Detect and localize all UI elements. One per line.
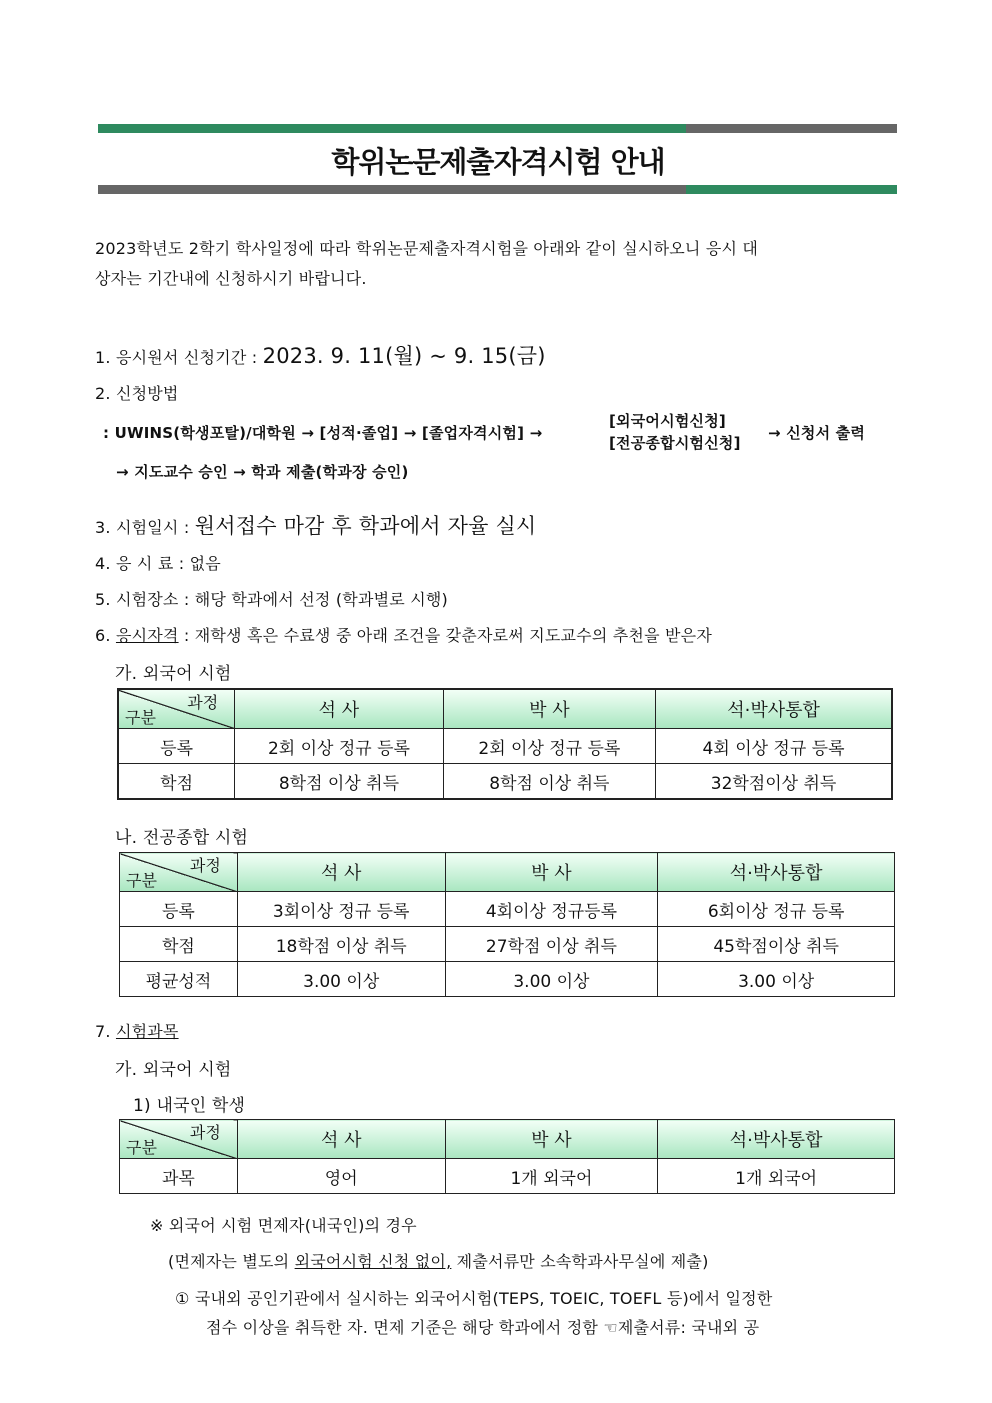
table-foreign-language-eligibility	[117, 688, 893, 800]
col-combined: 석·박사통합	[658, 1120, 895, 1159]
table-row	[118, 764, 892, 800]
item-2-path-c: → 지도교수 승인 → 학과 제출(학과장 승인)	[116, 463, 409, 481]
col-doctor: 박 사	[445, 1120, 658, 1159]
intro-line-1: 2023학년도 2학기 학사일정에 따라 학위논문제출자격시험을 아래와 같이 실시하오니 응시 대	[95, 239, 759, 258]
diag-top-label: 과정	[187, 693, 219, 712]
diag-bottom-label: 구분	[126, 871, 157, 890]
col-doctor: 박 사	[443, 689, 655, 729]
header-bar-top-gray	[686, 124, 897, 133]
diag-bottom-label: 구분	[125, 708, 156, 727]
row-label: 학점	[118, 764, 235, 800]
item-2-label: 2. 신청방법	[95, 384, 179, 403]
exempt-paren-underlined: 외국어시험 신청 없이,	[294, 1252, 452, 1271]
row-label: 등록	[120, 892, 238, 927]
intro-line-2: 상자는 기간내에 신청하시기 바랍니다.	[95, 269, 367, 288]
table-header-row	[118, 689, 892, 729]
exempt-item-1-line-1: ① 국내외 공인기관에서 실시하는 외국어시험(TEPS, TOEIC, TOEFL 등)에서 일정한	[175, 1289, 773, 1308]
table-row	[120, 892, 895, 927]
item-7-a: 가. 외국어 시험	[115, 1060, 232, 1080]
cell: 32학점이상 취득	[656, 764, 892, 800]
header-bar-bottom-gray	[98, 185, 686, 194]
cell: 2회 이상 정규 등록	[235, 729, 443, 764]
cell: 1개 외국어	[658, 1159, 895, 1194]
cell: 45학점이상 취득	[658, 927, 895, 962]
item-6	[95, 623, 712, 646]
cell: 4회이상 정규등록	[445, 892, 658, 927]
cell: 27학점 이상 취득	[445, 927, 658, 962]
exempt-paren	[168, 1249, 709, 1272]
cell: 2회 이상 정규 등록	[443, 729, 655, 764]
cell: 3회이상 정규 등록	[237, 892, 445, 927]
cell: 18학점 이상 취득	[237, 927, 445, 962]
item-3	[95, 510, 536, 540]
item-7-num: 7.	[95, 1022, 116, 1041]
cell: 3.00 이상	[445, 962, 658, 997]
table-row	[118, 729, 892, 764]
diag-top-label: 과정	[189, 856, 221, 875]
diagonal-header-cell	[120, 853, 238, 892]
row-label: 평균성적	[120, 962, 238, 997]
cell: 6회이상 정규 등록	[658, 892, 895, 927]
diagonal-header-cell	[118, 689, 235, 729]
item-6-label: 응시자격	[115, 626, 179, 645]
cell: 8학점 이상 취득	[443, 764, 655, 800]
row-label: 학점	[120, 927, 238, 962]
item-6-rest: : 재학생 혹은 수료생 중 아래 조건을 갖춘자로써 지도교수의 추천을 받은자	[178, 626, 712, 645]
table-row	[120, 1159, 895, 1194]
item-4: 4. 응 시 료 : 없음	[95, 554, 221, 573]
item-5: 5. 시험장소 : 해당 학과에서 선정 (학과별로 시행)	[95, 590, 448, 609]
col-master: 석 사	[235, 689, 443, 729]
table-row	[120, 927, 895, 962]
cell: 영어	[237, 1159, 445, 1194]
item-2-box-2: [전공종합시험신청]	[609, 434, 741, 452]
item-7-label: 시험과목	[115, 1022, 179, 1041]
cell: 3.00 이상	[658, 962, 895, 997]
diag-bottom-label: 구분	[126, 1138, 157, 1157]
item-1-label: 1. 응시원서 신청기간 :	[95, 348, 263, 367]
item-7	[95, 1019, 179, 1042]
exempt-paren-b: 제출서류만 소속학과사무실에 제출)	[451, 1252, 709, 1271]
col-master: 석 사	[237, 1120, 445, 1159]
table-domestic-subjects	[119, 1119, 895, 1194]
page-title: 학위논문제출자격시험 안내	[331, 145, 665, 179]
item-2-path-b: → 신청서 출력	[768, 424, 866, 442]
table-header-row	[120, 1120, 895, 1159]
header-bar-bottom-green	[686, 185, 897, 194]
row-label: 과목	[120, 1159, 238, 1194]
cell: 4회 이상 정규 등록	[656, 729, 892, 764]
item-7-a1: 1) 내국인 학생	[133, 1096, 246, 1116]
table-row	[120, 962, 895, 997]
col-doctor: 박 사	[445, 853, 658, 892]
diagonal-header-cell	[120, 1120, 238, 1159]
cell: 1개 외국어	[445, 1159, 658, 1194]
cell: 3.00 이상	[237, 962, 445, 997]
table-comprehensive-exam-eligibility	[119, 852, 895, 997]
table-header-row	[120, 853, 895, 892]
item-6-b: 나. 전공종합 시험	[115, 828, 249, 848]
exempt-item-1-line-2: 점수 이상을 취득한 자. 면제 기준은 해당 학과에서 정함 ☜제출서류: 국내외 공	[206, 1318, 760, 1337]
item-6-a: 가. 외국어 시험	[115, 664, 232, 684]
cell: 8학점 이상 취득	[235, 764, 443, 800]
item-6-num: 6.	[95, 626, 116, 645]
exempt-title: ※ 외국어 시험 면제자(내국인)의 경우	[150, 1216, 417, 1235]
item-3-label: 3. 시험일시 :	[95, 518, 195, 537]
col-combined: 석·박사통합	[656, 689, 892, 729]
diag-top-label: 과정	[189, 1123, 221, 1142]
item-1-value: 2023. 9. 11(월) ~ 9. 15(금)	[262, 344, 546, 368]
col-combined: 석·박사통합	[658, 853, 895, 892]
exempt-paren-a: (면제자는 별도의	[168, 1252, 295, 1271]
header-bar-top-green	[98, 124, 686, 133]
col-master: 석 사	[237, 853, 445, 892]
item-2-box-1: [외국어시험신청]	[609, 412, 726, 430]
item-1	[95, 340, 546, 370]
item-2-path-a: : UWINS(학생포탈)/대학원 → [성적·졸업] → [졸업자격시험] →	[103, 424, 543, 442]
item-3-value: 원서접수 마감 후 학과에서 자율 실시	[194, 514, 537, 538]
row-label: 등록	[118, 729, 235, 764]
